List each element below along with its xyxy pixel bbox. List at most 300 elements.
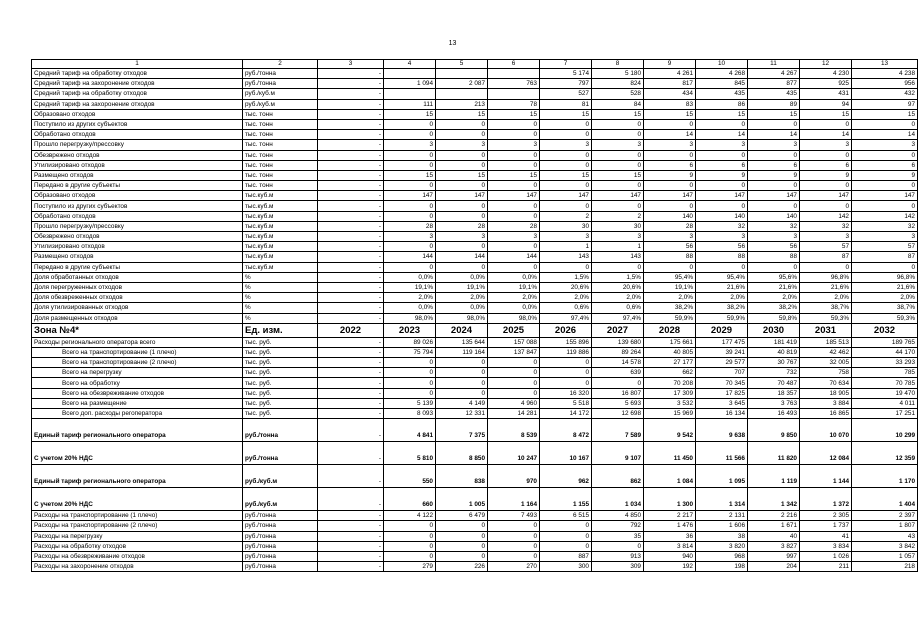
value-cell: 0 [540, 358, 592, 368]
value-cell: 1 300 [644, 488, 696, 511]
row-dash: - [318, 293, 384, 303]
column-number: 6 [488, 60, 540, 69]
row-dash: - [318, 562, 384, 572]
value-cell: 30 [540, 221, 592, 231]
value-cell: 42 462 [800, 347, 852, 357]
value-cell: 2,0% [800, 293, 852, 303]
row-label: Прошло перегрузку/прессовку [32, 140, 243, 150]
value-cell: 3 [540, 140, 592, 150]
table-row [32, 398, 918, 408]
value-cell: 0 [540, 150, 592, 160]
value-cell: 0 [592, 181, 644, 191]
table-row [32, 488, 918, 511]
value-cell: 5 810 [384, 442, 436, 465]
year-header: 2029 [696, 323, 748, 337]
row-label: Доля размещенных отходов [32, 313, 243, 323]
value-cell: 0 [696, 201, 748, 211]
value-cell: 0 [384, 119, 436, 129]
value-cell: 21,6% [852, 282, 918, 292]
value-cell: 528 [592, 89, 644, 99]
value-cell: 97,4% [540, 313, 592, 323]
row-dash: - [318, 79, 384, 89]
value-cell: 8 539 [488, 419, 540, 442]
row-unit: % [243, 313, 318, 323]
value-cell: 14 578 [592, 358, 644, 368]
value-cell: 14 [748, 130, 800, 140]
row-dash: - [318, 221, 384, 231]
column-number: 5 [436, 60, 488, 69]
value-cell: 3 834 [800, 541, 852, 551]
row-unit: тыс.куб.м [243, 262, 318, 272]
value-cell: 0 [800, 181, 852, 191]
year-header: 2032 [852, 323, 918, 337]
value-cell: 0 [436, 531, 488, 541]
row-dash: - [318, 160, 384, 170]
value-cell: 88 [644, 252, 696, 262]
value-cell: 0 [592, 160, 644, 170]
table-row [32, 89, 918, 99]
value-cell: 175 661 [644, 337, 696, 347]
row-dash: - [318, 388, 384, 398]
value-cell: 44 170 [852, 347, 918, 357]
value-cell: 1 144 [800, 465, 852, 488]
value-cell: 75 794 [384, 347, 436, 357]
value-cell: 309 [592, 562, 644, 572]
row-unit: руб./тонна [243, 521, 318, 531]
value-cell: 2 397 [852, 511, 918, 521]
value-cell: 0 [436, 160, 488, 170]
value-cell: 4 011 [852, 398, 918, 408]
row-label: Расходы на захоронение отходов [32, 562, 243, 572]
value-cell: 3 763 [748, 398, 800, 408]
row-unit: тыс. руб. [243, 347, 318, 357]
value-cell: 0 [488, 541, 540, 551]
value-cell: 87 [800, 252, 852, 262]
value-cell: 2 [540, 211, 592, 221]
value-cell: 137 847 [488, 347, 540, 357]
value-cell: 32 [800, 221, 852, 231]
value-cell: 0 [488, 551, 540, 561]
value-cell: 9 107 [592, 442, 644, 465]
value-cell: 59,9% [644, 313, 696, 323]
page-number: 13 [448, 40, 457, 47]
value-cell: 70 634 [800, 378, 852, 388]
value-cell: 147 [800, 191, 852, 201]
value-cell: 70 785 [852, 378, 918, 388]
value-cell: 0 [436, 521, 488, 531]
table-row [32, 511, 918, 521]
value-cell: 89 026 [384, 337, 436, 347]
value-cell: 0 [488, 262, 540, 272]
row-dash: - [318, 69, 384, 79]
row-unit: тыс.куб.м [243, 191, 318, 201]
year-header: 2024 [436, 323, 488, 337]
value-cell: 824 [592, 79, 644, 89]
table-row [32, 232, 918, 242]
value-cell: 226 [436, 562, 488, 572]
value-cell: 3 [852, 232, 918, 242]
value-cell: 40 819 [748, 347, 800, 357]
row-label: Утилизировано отходов [32, 242, 243, 252]
row-label: Передано в другие субъекты [32, 262, 243, 272]
row-label: Средний тариф на обработку отходов [32, 89, 243, 99]
value-cell: 1 170 [852, 465, 918, 488]
value-cell: 434 [644, 89, 696, 99]
value-cell: 1 094 [384, 79, 436, 89]
row-label: Расходы на транспортирование (1 плечо) [32, 511, 243, 521]
value-cell: 3 842 [852, 541, 918, 551]
zone-header-row [32, 323, 918, 337]
value-cell: 147 [852, 191, 918, 201]
value-cell: 15 [488, 109, 540, 119]
value-cell: 0 [540, 181, 592, 191]
value-cell: 707 [696, 368, 748, 378]
value-cell: 3 [696, 232, 748, 242]
value-cell: 7 493 [488, 511, 540, 521]
value-cell: 0 [436, 130, 488, 140]
value-cell: 0 [696, 150, 748, 160]
row-dash: - [318, 303, 384, 313]
value-cell: 0 [644, 150, 696, 160]
row-label: Средний тариф на захоронение отходов [32, 79, 243, 89]
value-cell: 86 [696, 99, 748, 109]
value-cell: 0 [488, 160, 540, 170]
value-cell: 59,9% [696, 313, 748, 323]
value-cell: 3 645 [696, 398, 748, 408]
value-cell: 15 969 [644, 409, 696, 419]
row-label: Доля обработанных отходов [32, 272, 243, 282]
value-cell: 157 088 [488, 337, 540, 347]
row-unit: тыс. руб. [243, 378, 318, 388]
value-cell: 189 765 [852, 337, 918, 347]
value-cell: 98,0% [436, 313, 488, 323]
value-cell: 3 [852, 140, 918, 150]
value-cell: 9 [696, 170, 748, 180]
row-dash: - [318, 282, 384, 292]
table-row [32, 211, 918, 221]
row-label: С учетом 20% НДС [32, 488, 243, 511]
zone-title: Зона №4* [32, 323, 243, 337]
value-cell: 32 [696, 221, 748, 231]
value-cell: 0 [540, 521, 592, 531]
value-cell: 0,6% [540, 303, 592, 313]
value-cell: 1 119 [748, 465, 800, 488]
table-row [32, 337, 918, 347]
value-cell: 2,0% [748, 293, 800, 303]
value-cell: 5 139 [384, 398, 436, 408]
row-dash: - [318, 313, 384, 323]
value-cell: 3 [644, 140, 696, 150]
table-row [32, 262, 918, 272]
value-cell: 19,1% [436, 282, 488, 292]
year-header: 2027 [592, 323, 644, 337]
value-cell: 550 [384, 465, 436, 488]
value-cell: 32 [748, 221, 800, 231]
value-cell: 3 [436, 140, 488, 150]
row-dash: - [318, 89, 384, 99]
value-cell: 16 807 [592, 388, 644, 398]
value-cell: 56 [644, 242, 696, 252]
year-header: 2023 [384, 323, 436, 337]
value-cell: 3 [696, 140, 748, 150]
value-cell: 9 [748, 170, 800, 180]
table-row [32, 541, 918, 551]
value-cell: 6 [800, 160, 852, 170]
row-label: Размещено отходов [32, 170, 243, 180]
row-label: Средний тариф на захоронение отходов [32, 99, 243, 109]
value-cell: 435 [748, 89, 800, 99]
table-row [32, 191, 918, 201]
row-label: Прошло перегрузку/прессовку [32, 221, 243, 231]
value-cell: 270 [488, 562, 540, 572]
value-cell: 15 [436, 109, 488, 119]
value-cell: 0,6% [592, 303, 644, 313]
value-cell: 1 314 [696, 488, 748, 511]
table-row [32, 170, 918, 180]
value-cell: 15 [696, 109, 748, 119]
value-cell: 147 [592, 191, 644, 201]
value-cell: 98,0% [384, 313, 436, 323]
row-unit: тыс. тонн [243, 150, 318, 160]
value-cell: 1 476 [644, 521, 696, 531]
row-dash: - [318, 232, 384, 242]
value-cell: 660 [384, 488, 436, 511]
value-cell: 9 638 [696, 419, 748, 442]
value-cell: 38 [696, 531, 748, 541]
value-cell: 140 [696, 211, 748, 221]
value-cell: 7 589 [592, 419, 644, 442]
value-cell: 0 [384, 378, 436, 388]
value-cell: 28 [384, 221, 436, 231]
table-row [32, 368, 918, 378]
row-unit: % [243, 303, 318, 313]
value-cell: 0,0% [384, 303, 436, 313]
table-row [32, 293, 918, 303]
value-cell: 14 281 [488, 409, 540, 419]
value-cell: 0 [592, 150, 644, 160]
row-label: Доля перегруженных отходов [32, 282, 243, 292]
value-cell: 198 [696, 562, 748, 572]
value-cell: 662 [644, 368, 696, 378]
row-label: Всего на транспортирование (1 плечо) [32, 347, 243, 357]
value-cell: 144 [384, 252, 436, 262]
value-cell: 0 [436, 150, 488, 160]
column-number: 2 [243, 60, 318, 69]
value-cell: 0 [488, 201, 540, 211]
value-cell: 15 [384, 170, 436, 180]
value-cell: 1 671 [748, 521, 800, 531]
value-cell: 940 [644, 551, 696, 561]
table-row [32, 181, 918, 191]
value-cell: 0 [384, 358, 436, 368]
value-cell: 177 475 [696, 337, 748, 347]
value-cell: 36 [644, 531, 696, 541]
row-unit: руб./тонна [243, 511, 318, 521]
value-cell [488, 89, 540, 99]
value-cell: 838 [436, 465, 488, 488]
value-cell: 0 [852, 201, 918, 211]
row-dash: - [318, 531, 384, 541]
table-row [32, 201, 918, 211]
value-cell: 0 [384, 521, 436, 531]
row-unit: тыс. тонн [243, 181, 318, 191]
value-cell: 78 [488, 99, 540, 109]
value-cell: 0 [852, 181, 918, 191]
value-cell: 135 644 [436, 337, 488, 347]
row-dash: - [318, 170, 384, 180]
value-cell: 181 419 [748, 337, 800, 347]
value-cell: 70 345 [696, 378, 748, 388]
year-header: 2022 [318, 323, 384, 337]
row-dash: - [318, 130, 384, 140]
row-label: Единый тариф регионального оператора [32, 465, 243, 488]
row-unit: тыс.куб.м [243, 201, 318, 211]
value-cell: 431 [800, 89, 852, 99]
value-cell: 2 [592, 211, 644, 221]
value-cell: 1 005 [436, 488, 488, 511]
row-unit: руб./тонна [243, 419, 318, 442]
value-cell: 147 [436, 191, 488, 201]
value-cell: 1 026 [800, 551, 852, 561]
value-cell: 6 [696, 160, 748, 170]
row-unit: тыс. руб. [243, 409, 318, 419]
row-label: Средний тариф на обработку отходов [32, 69, 243, 79]
value-cell: 0 [488, 378, 540, 388]
table-row [32, 69, 918, 79]
value-cell: 8 850 [436, 442, 488, 465]
row-unit: руб./куб.м [243, 465, 318, 488]
value-cell: 0 [384, 262, 436, 272]
value-cell: 88 [748, 252, 800, 262]
value-cell: 0 [852, 262, 918, 272]
year-header: 2026 [540, 323, 592, 337]
value-cell: 15 [540, 109, 592, 119]
value-cell: 12 359 [852, 442, 918, 465]
row-dash: - [318, 488, 384, 511]
value-cell: 1 [592, 242, 644, 252]
value-cell: 0 [748, 150, 800, 160]
row-unit: % [243, 282, 318, 292]
value-cell: 0 [488, 130, 540, 140]
table-row [32, 272, 918, 282]
row-label: Доля обезвреженных отходов [32, 293, 243, 303]
row-label: Всего доп. расходы регоператора [32, 409, 243, 419]
value-cell: 0 [748, 119, 800, 129]
row-dash: - [318, 262, 384, 272]
value-cell: 9 850 [748, 419, 800, 442]
row-dash: - [318, 465, 384, 488]
value-cell: 0 [384, 160, 436, 170]
table-row [32, 409, 918, 419]
value-cell: 0 [540, 378, 592, 388]
column-number: 7 [540, 60, 592, 69]
row-label: Образовано отходов [32, 191, 243, 201]
value-cell: 59,8% [748, 313, 800, 323]
value-cell: 7 375 [436, 419, 488, 442]
value-cell: 0 [488, 211, 540, 221]
year-header: 2028 [644, 323, 696, 337]
value-cell: 98,0% [488, 313, 540, 323]
row-label: Всего на размещение [32, 398, 243, 408]
value-cell: 0 [488, 521, 540, 531]
value-cell: 139 680 [592, 337, 644, 347]
value-cell: 0 [748, 181, 800, 191]
row-dash: - [318, 541, 384, 551]
value-cell: 18 357 [748, 388, 800, 398]
row-unit: тыс. тонн [243, 170, 318, 180]
value-cell: 4 268 [696, 69, 748, 79]
row-unit: % [243, 293, 318, 303]
value-cell: 40 [748, 531, 800, 541]
value-cell: 0 [436, 358, 488, 368]
table-row [32, 242, 918, 252]
value-cell: 3 814 [644, 541, 696, 551]
row-dash: - [318, 242, 384, 252]
value-cell: 4 960 [488, 398, 540, 408]
year-header: 2030 [748, 323, 800, 337]
value-cell: 59,3% [800, 313, 852, 323]
value-cell: 1 807 [852, 521, 918, 531]
table-row [32, 419, 918, 442]
header-row [32, 60, 918, 69]
value-cell: 9 [800, 170, 852, 180]
value-cell: 432 [852, 89, 918, 99]
value-cell: 17 825 [696, 388, 748, 398]
table-row [32, 378, 918, 388]
column-number: 11 [748, 60, 800, 69]
value-cell: 96,8% [800, 272, 852, 282]
value-cell: 140 [644, 211, 696, 221]
value-cell: 70 487 [748, 378, 800, 388]
value-cell: 147 [488, 191, 540, 201]
row-label: Утилизировано отходов [32, 160, 243, 170]
row-unit: тыс. тонн [243, 119, 318, 129]
value-cell: 3 827 [748, 541, 800, 551]
value-cell: 19 470 [852, 388, 918, 398]
value-cell: 0 [800, 150, 852, 160]
value-cell: 3 [540, 232, 592, 242]
value-cell: 925 [800, 79, 852, 89]
value-cell: 0 [800, 262, 852, 272]
row-dash: - [318, 252, 384, 262]
value-cell: 14 [696, 130, 748, 140]
value-cell: 38,2% [696, 303, 748, 313]
value-cell: 97 [852, 99, 918, 109]
row-dash: - [318, 521, 384, 531]
value-cell: 2 216 [748, 511, 800, 521]
value-cell: 12 084 [800, 442, 852, 465]
value-cell: 2 217 [644, 511, 696, 521]
value-cell: 0 [384, 211, 436, 221]
value-cell: 56 [696, 242, 748, 252]
row-dash: - [318, 201, 384, 211]
row-dash: - [318, 150, 384, 160]
row-dash: - [318, 398, 384, 408]
value-cell: 27 177 [644, 358, 696, 368]
value-cell: 0,0% [488, 272, 540, 282]
value-cell [436, 89, 488, 99]
value-cell: 0 [488, 368, 540, 378]
row-label: С учетом 20% НДС [32, 442, 243, 465]
value-cell: 0 [852, 150, 918, 160]
value-cell: 30 767 [748, 358, 800, 368]
value-cell: 0 [436, 388, 488, 398]
value-cell: 32 005 [800, 358, 852, 368]
value-cell: 8 472 [540, 419, 592, 442]
row-dash: - [318, 358, 384, 368]
value-cell: 0 [384, 181, 436, 191]
value-cell: 3 [436, 232, 488, 242]
